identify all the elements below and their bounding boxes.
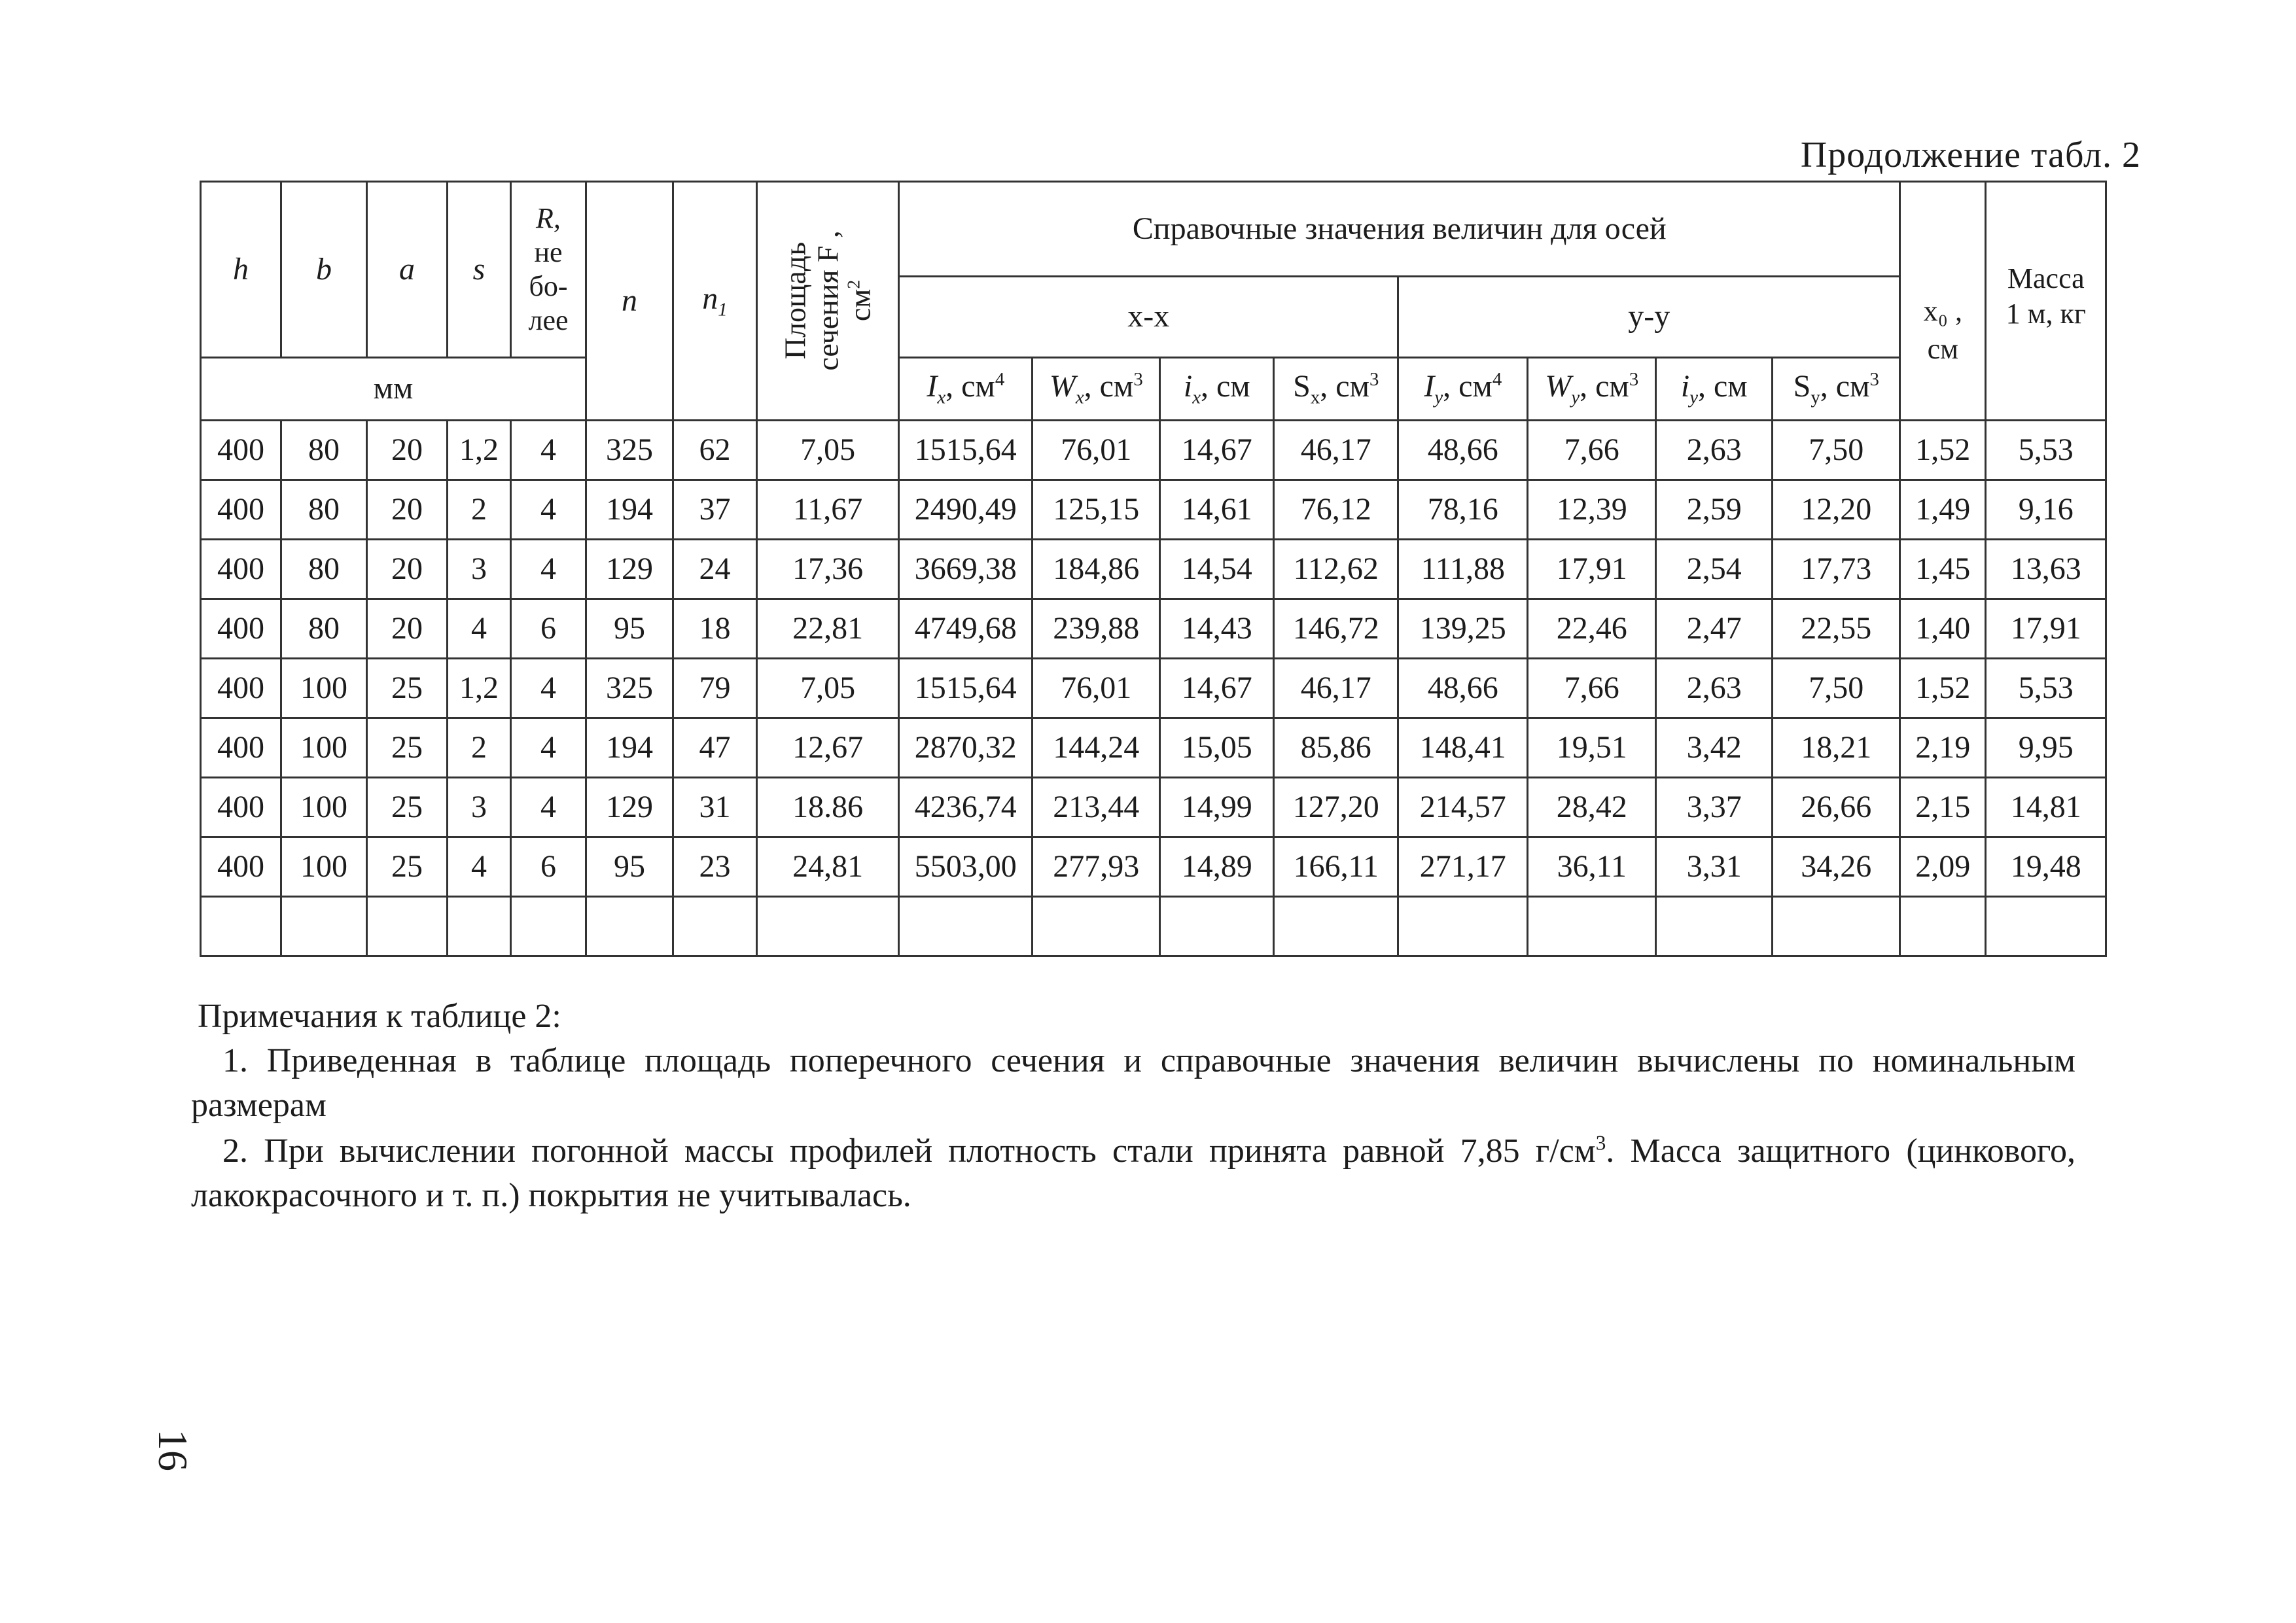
table-cell-empty — [586, 897, 673, 956]
table-cell: 2,19 — [1900, 718, 1986, 778]
table-cell: 31 — [673, 778, 757, 837]
table-cell: 100 — [281, 778, 367, 837]
table-cell-empty — [1033, 897, 1160, 956]
table-cell: 79 — [673, 659, 757, 718]
table-cell: 7,66 — [1528, 421, 1656, 480]
table-cell: 325 — [586, 659, 673, 718]
col-header-mass: Масса 1 м, кг — [1986, 182, 2106, 421]
table-cell: 14,81 — [1986, 778, 2106, 837]
table-cell: 80 — [281, 480, 367, 540]
table-cell: 2870,32 — [899, 718, 1033, 778]
table-cell-empty — [1986, 897, 2106, 956]
table-cell: 2 — [448, 718, 511, 778]
table-cell: 18 — [673, 599, 757, 659]
col-header-b: b — [281, 182, 367, 358]
table-cell: 95 — [586, 599, 673, 659]
table-cell: 6 — [511, 599, 586, 659]
axis-xx-header: x-x — [899, 277, 1398, 358]
col-header-x0: x₀ , см — [1900, 182, 1986, 421]
table-cell-empty — [1773, 897, 1900, 956]
table-cell-empty — [448, 897, 511, 956]
table-cell: 3,37 — [1656, 778, 1773, 837]
col-header-wy: $W_y$, $см^3$ — [1528, 358, 1656, 421]
axis-yy-header: y-y — [1398, 277, 1900, 358]
table-cell: 22,81 — [757, 599, 899, 659]
table-cell-empty — [511, 897, 586, 956]
table-cell: 15,05 — [1160, 718, 1274, 778]
table-cell: 400 — [201, 778, 281, 837]
table-cell: 144,24 — [1033, 718, 1160, 778]
table-cell: 25 — [367, 718, 448, 778]
table-cell-empty — [1528, 897, 1656, 956]
table-cell: 1,52 — [1900, 659, 1986, 718]
table-cell: 4236,74 — [899, 778, 1033, 837]
table-cell: 184,86 — [1033, 540, 1160, 599]
table-cell: 14,89 — [1160, 837, 1274, 897]
table-cell: 14,61 — [1160, 480, 1274, 540]
table-cell: 214,57 — [1398, 778, 1528, 837]
table-cell-empty — [757, 897, 899, 956]
table-cell: 76,01 — [1033, 421, 1160, 480]
table-cell: 14,67 — [1160, 659, 1274, 718]
table-cell: 125,15 — [1033, 480, 1160, 540]
table-cell: 76,12 — [1274, 480, 1398, 540]
table-cell: 194 — [586, 480, 673, 540]
table-cell-empty — [1656, 897, 1773, 956]
col-header-iy-inertia: $I_y$, $см^4$ — [1398, 358, 1528, 421]
table-cell: 20 — [367, 599, 448, 659]
col-header-r: R, не бо- лее — [511, 182, 586, 358]
table-cell: 14,99 — [1160, 778, 1274, 837]
table-cell: 48,66 — [1398, 659, 1528, 718]
table-cell: 22,55 — [1773, 599, 1900, 659]
col-header-n: n — [586, 182, 673, 421]
table-row-empty — [201, 897, 2106, 956]
table-cell: 46,17 — [1274, 659, 1398, 718]
table-cell: 139,25 — [1398, 599, 1528, 659]
table-cell: 129 — [586, 540, 673, 599]
table-cell: 400 — [201, 837, 281, 897]
table-cell: 2,47 — [1656, 599, 1773, 659]
col-header-s: s — [448, 182, 511, 358]
table-row — [201, 718, 2106, 778]
table-cell: 85,86 — [1274, 718, 1398, 778]
table-cell: 4 — [511, 718, 586, 778]
table-cell: 95 — [586, 837, 673, 897]
table-cell: 1515,64 — [899, 659, 1033, 718]
table-cell: 20 — [367, 480, 448, 540]
table-cell: 28,42 — [1528, 778, 1656, 837]
table-cell: 400 — [201, 599, 281, 659]
table-cell: 2,63 — [1656, 421, 1773, 480]
table-cell: 4 — [511, 778, 586, 837]
table-cell-empty — [1160, 897, 1274, 956]
table-cell: 239,88 — [1033, 599, 1160, 659]
table-cell: 2,54 — [1656, 540, 1773, 599]
table-cell: 23 — [673, 837, 757, 897]
table-cell: 1,45 — [1900, 540, 1986, 599]
table-cell: 6 — [511, 837, 586, 897]
table-cell: 26,66 — [1773, 778, 1900, 837]
col-header-iy-radius: $i_y$, см — [1656, 358, 1773, 421]
ref-values-header: Справочные значения величин для осей — [899, 182, 1900, 277]
table-cell: 76,01 — [1033, 659, 1160, 718]
table-cell-empty — [1398, 897, 1528, 956]
col-header-a: a — [367, 182, 448, 358]
note-2: 2. При вычислении погонной массы профилей плотность стали принята равной 7,85 $г/см^3$. Масса защитного (цинкового, лакокрасочного и т. п.) покрытия не учитывалась. — [191, 1131, 2075, 1214]
table-cell: 78,16 — [1398, 480, 1528, 540]
table-cell: 46,17 — [1274, 421, 1398, 480]
table-cell: 3669,38 — [899, 540, 1033, 599]
table-cell: 7,50 — [1773, 421, 1900, 480]
table-cell: 127,20 — [1274, 778, 1398, 837]
table-cell: 24,81 — [757, 837, 899, 897]
table-continuation-label: Продолжение табл. 2 — [1800, 135, 2141, 175]
table-cell: 19,48 — [1986, 837, 2106, 897]
table-cell: 25 — [367, 659, 448, 718]
table-cell: 1,2 — [448, 659, 511, 718]
table-cell: 5,53 — [1986, 659, 2106, 718]
table-cell: 2,09 — [1900, 837, 1986, 897]
table-cell: 25 — [367, 837, 448, 897]
table-cell: 14,43 — [1160, 599, 1274, 659]
table-cell: 24 — [673, 540, 757, 599]
note-1: 1. Приведенная в таблице площадь поперечного сечения и справочные значения величин вычислены по номинальным размерам — [191, 1042, 2075, 1124]
col-header-wx: $W_x$, $см^3$ — [1033, 358, 1160, 421]
table-cell: 5,53 — [1986, 421, 2106, 480]
table-cell: 2,63 — [1656, 659, 1773, 718]
table-cell: 20 — [367, 540, 448, 599]
table-cell: 4 — [511, 480, 586, 540]
table-cell: 12,20 — [1773, 480, 1900, 540]
table-cell-empty — [1274, 897, 1398, 956]
col-header-sy: $S_y$, $см^3$ — [1773, 358, 1900, 421]
table-cell: 213,44 — [1033, 778, 1160, 837]
table-cell-empty — [673, 897, 757, 956]
table-row — [201, 480, 2106, 540]
notes-title: Примечания к таблице 2: — [198, 998, 561, 1035]
page-number: 16 — [150, 1429, 196, 1471]
table-cell: 12,67 — [757, 718, 899, 778]
table-cell: 400 — [201, 659, 281, 718]
table-cell: 20 — [367, 421, 448, 480]
table-cell: 62 — [673, 421, 757, 480]
table-cell: 17,73 — [1773, 540, 1900, 599]
table-cell: 1515,64 — [899, 421, 1033, 480]
table-cell: 80 — [281, 540, 367, 599]
table-cell: 7,05 — [757, 421, 899, 480]
table-cell: 194 — [586, 718, 673, 778]
table-cell-empty — [201, 897, 281, 956]
table-cell: 112,62 — [1274, 540, 1398, 599]
table-cell: 2490,49 — [899, 480, 1033, 540]
table-cell: 3 — [448, 540, 511, 599]
profile-properties-table — [200, 181, 2107, 957]
table-cell: 277,93 — [1033, 837, 1160, 897]
table-row — [201, 778, 2106, 837]
table-cell: 400 — [201, 480, 281, 540]
col-header-sx: $S_x$, $см^3$ — [1274, 358, 1398, 421]
table-cell: 111,88 — [1398, 540, 1528, 599]
col-header-area — [757, 182, 899, 421]
table-cell: 13,63 — [1986, 540, 2106, 599]
table-cell: 18,21 — [1773, 718, 1900, 778]
table-row — [201, 540, 2106, 599]
table-cell: 9,16 — [1986, 480, 2106, 540]
table-cell-empty — [1900, 897, 1986, 956]
table-cell: 100 — [281, 837, 367, 897]
table-cell: 14,67 — [1160, 421, 1274, 480]
table-row — [201, 837, 2106, 897]
table-cell: 19,51 — [1528, 718, 1656, 778]
table-cell: 1,52 — [1900, 421, 1986, 480]
area-vertical-label: Площадь сечения F , $см^2$ — [778, 230, 877, 371]
table-cell: 47 — [673, 718, 757, 778]
table-row — [201, 421, 2106, 480]
table-cell: 4 — [511, 659, 586, 718]
table-cell: 4749,68 — [899, 599, 1033, 659]
table-cell: 400 — [201, 718, 281, 778]
table-cell: 80 — [281, 421, 367, 480]
table-cell: 12,39 — [1528, 480, 1656, 540]
table-cell: 80 — [281, 599, 367, 659]
table-cell: 100 — [281, 659, 367, 718]
table-cell: 14,54 — [1160, 540, 1274, 599]
table-cell: 17,91 — [1528, 540, 1656, 599]
table-cell: 100 — [281, 718, 367, 778]
table-cell: 37 — [673, 480, 757, 540]
table-cell: 48,66 — [1398, 421, 1528, 480]
units-mm-header: мм — [201, 358, 586, 421]
table-cell: 9,95 — [1986, 718, 2106, 778]
table-cell: 17,36 — [757, 540, 899, 599]
table-cell: 1,2 — [448, 421, 511, 480]
table-cell: 4 — [511, 421, 586, 480]
table-cell: 7,50 — [1773, 659, 1900, 718]
table-cell: 34,26 — [1773, 837, 1900, 897]
table-cell: 3,42 — [1656, 718, 1773, 778]
table-cell: 271,17 — [1398, 837, 1528, 897]
table-cell-empty — [281, 897, 367, 956]
table-cell: 2,15 — [1900, 778, 1986, 837]
table-notes — [191, 994, 2075, 1218]
table-cell-empty — [367, 897, 448, 956]
table-cell: 25 — [367, 778, 448, 837]
table-cell: 1,40 — [1900, 599, 1986, 659]
table-cell: 4 — [448, 837, 511, 897]
table-cell: 1,49 — [1900, 480, 1986, 540]
col-header-ix-inertia: $I_x$, $см^4$ — [899, 358, 1033, 421]
table-cell: 146,72 — [1274, 599, 1398, 659]
table-cell: 7,05 — [757, 659, 899, 718]
table-cell: 36,11 — [1528, 837, 1656, 897]
table-cell: 166,11 — [1274, 837, 1398, 897]
table-row — [201, 659, 2106, 718]
table-cell: 3 — [448, 778, 511, 837]
table-cell: 2 — [448, 480, 511, 540]
table-cell: 4 — [448, 599, 511, 659]
table-cell: 148,41 — [1398, 718, 1528, 778]
table-cell: 4 — [511, 540, 586, 599]
table-cell: 325 — [586, 421, 673, 480]
table-cell: 7,66 — [1528, 659, 1656, 718]
table-cell: 400 — [201, 540, 281, 599]
table-cell: 22,46 — [1528, 599, 1656, 659]
col-header-n1: $n_1$ — [673, 182, 757, 421]
table-cell: 3,31 — [1656, 837, 1773, 897]
table-cell: 5503,00 — [899, 837, 1033, 897]
table-cell: 129 — [586, 778, 673, 837]
table-cell-empty — [899, 897, 1033, 956]
table-cell: 17,91 — [1986, 599, 2106, 659]
table-cell: 11,67 — [757, 480, 899, 540]
table-row — [201, 599, 2106, 659]
col-header-ix-radius: $i_x$, см — [1160, 358, 1274, 421]
table-cell: 18.86 — [757, 778, 899, 837]
table-cell: 2,59 — [1656, 480, 1773, 540]
table-body — [201, 421, 2106, 956]
col-header-h: h — [201, 182, 281, 358]
table-cell: 400 — [201, 421, 281, 480]
